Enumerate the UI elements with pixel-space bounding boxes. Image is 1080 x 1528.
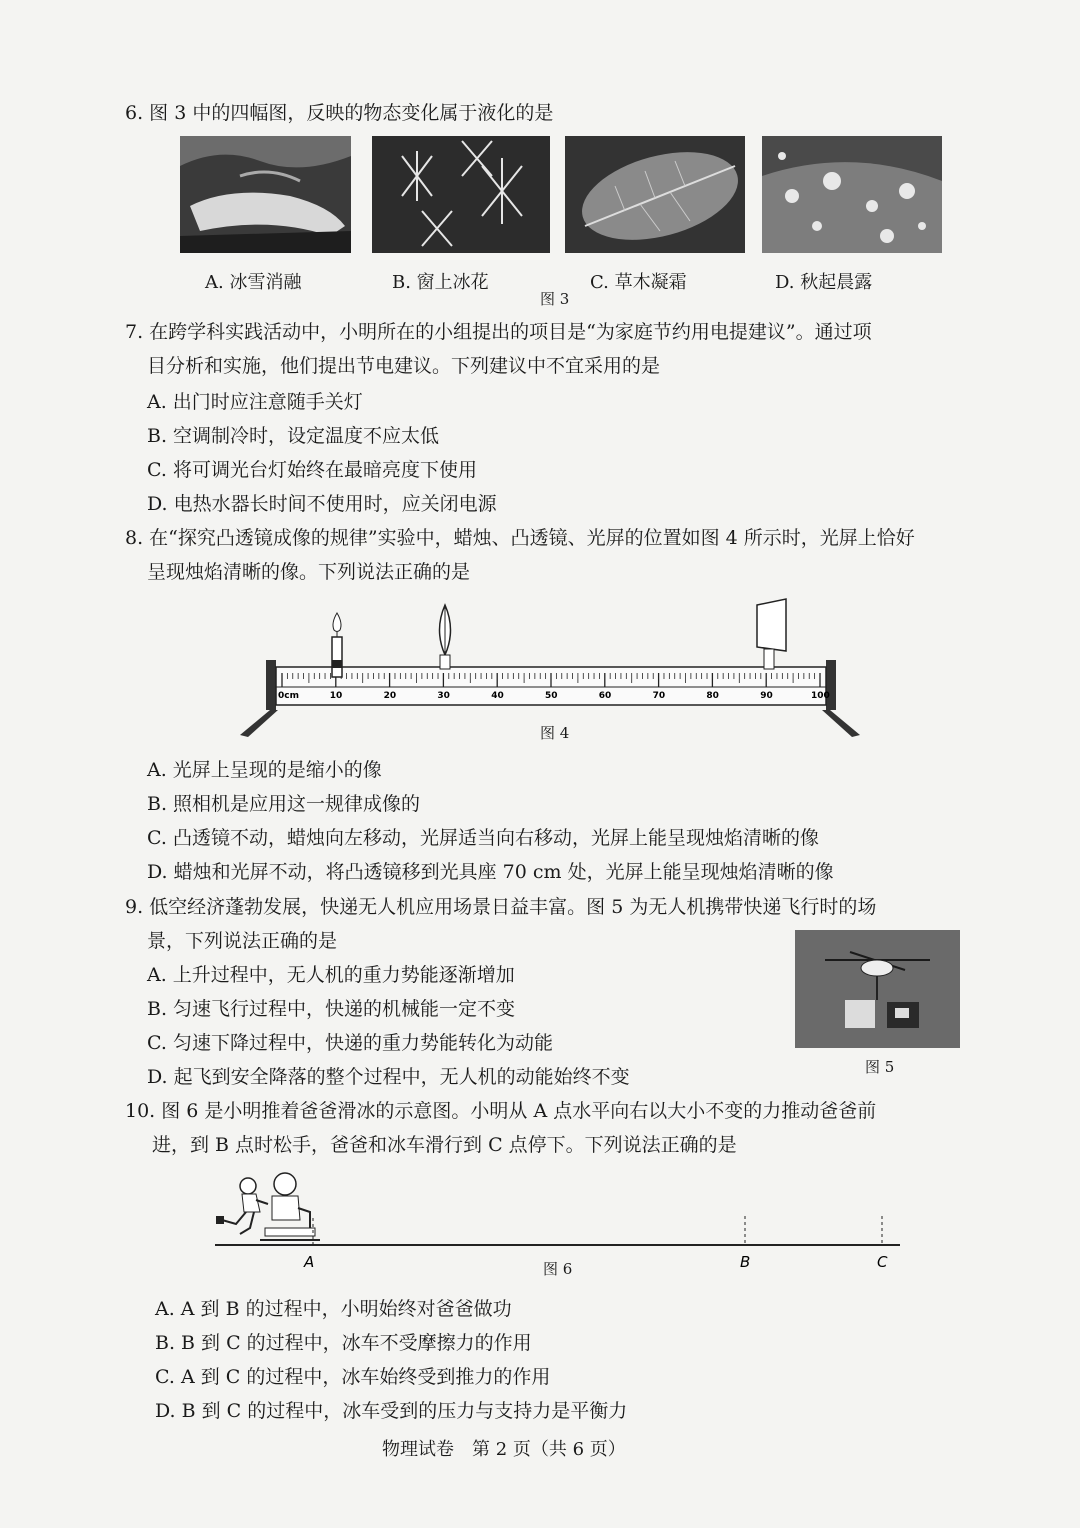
left-end-block — [266, 660, 276, 710]
light-screen — [757, 599, 786, 669]
ruler-tick-label: 90 — [760, 691, 773, 701]
q10-option-b: B. B 到 C 的过程中，冰车不受摩擦力的作用 — [155, 1332, 532, 1354]
q9-stem-line1: 9. 低空经济蓬勃发展，快递无人机应用场景日益丰富。图 5 为无人机携带快递飞行时的场 — [125, 896, 877, 918]
q7-option-c: C. 将可调光台灯始终在最暗亮度下使用 — [147, 459, 477, 481]
q8-option-b: B. 照相机是应用这一规律成像的 — [147, 793, 421, 815]
point-a-label: A — [304, 1253, 315, 1271]
q9-stem-line2: 景，下列说法正确的是 — [147, 930, 338, 952]
q10-option-c: C. A 到 C 的过程中，冰车始终受到推力的作用 — [155, 1366, 551, 1388]
q6-option-c: C. 草木凝霜 — [590, 272, 687, 293]
candle — [332, 613, 342, 677]
q6-option-a: A. 冰雪消融 — [205, 272, 302, 293]
q7-option-b: B. 空调制冷时，设定温度不应太低 — [147, 425, 440, 447]
ruler-tick-label: 40 — [491, 691, 504, 701]
q7-stem-line1: 7. 在跨学科实践活动中，小明所在的小组提出的项目是“为家庭节约用电提建议”。通过项 — [125, 321, 872, 343]
point-c-label: C — [877, 1253, 888, 1271]
q8-stem-line2: 呈现烛焰清晰的像。下列说法正确的是 — [147, 561, 471, 583]
q8-option-c: C. 凸透镜不动，蜡烛向左移动，光屏适当向右移动，光屏上能呈现烛焰清晰的像 — [147, 827, 819, 849]
page-footer: 物理试卷 第 2 页（共 6 页） — [382, 1439, 626, 1460]
q6-option-d: D. 秋起晨露 — [775, 272, 873, 293]
ruler-tick-label: 80 — [706, 691, 719, 701]
delivery-drone-photo — [795, 930, 960, 1048]
convex-lens — [440, 605, 451, 669]
ruler-tick-label: 70 — [652, 691, 666, 701]
father-on-ice-sled-figure — [260, 1173, 320, 1240]
q10-option-d: D. B 到 C 的过程中，冰车受到的压力与支持力是平衡力 — [155, 1400, 628, 1422]
figure-5-label: 图 5 — [865, 1058, 895, 1076]
right-stand — [822, 710, 860, 737]
q8-option-a: A. 光屏上呈现的是缩小的像 — [147, 759, 382, 781]
optical-bench-diagram — [230, 595, 870, 740]
q6-stem: 6. 图 3 中的四幅图，反映的物态变化属于液化的是 — [125, 102, 554, 124]
morning-dew-photo — [762, 136, 942, 253]
q7-option-d: D. 电热水器长时间不使用时，应关闭电源 — [147, 493, 497, 515]
figure-4-label: 图 4 — [540, 724, 570, 742]
figure-6-label: 图 6 — [543, 1260, 573, 1278]
q9-option-d: D. 起飞到安全降落的整个过程中，无人机的动能始终不变 — [147, 1066, 630, 1088]
q7-option-a: A. 出门时应注意随手关灯 — [147, 391, 363, 413]
ruler-tick-label: 30 — [437, 691, 450, 701]
q7-stem-line2: 目分析和实施，他们提出节电建议。下列建议中不宜采用的是 — [147, 355, 661, 377]
q9-option-b: B. 匀速飞行过程中，快递的机械能一定不变 — [147, 998, 516, 1020]
left-stand — [240, 710, 278, 737]
frost-leaf-photo — [565, 136, 745, 253]
q10-stem-line2: 进，到 B 点时松手，爸爸和冰车滑行到 C 点停下。下列说法正确的是 — [152, 1134, 737, 1156]
q10-option-a: A. A 到 B 的过程中，小明始终对爸爸做功 — [155, 1298, 512, 1320]
ruler-tick-label: 20 — [383, 691, 397, 701]
ruler-tick-label: 60 — [598, 691, 612, 701]
q9-option-c: C. 匀速下降过程中，快递的重力势能转化为动能 — [147, 1032, 553, 1054]
q8-stem-line1: 8. 在“探究凸透镜成像的规律”实验中，蜡烛、凸透镜、光屏的位置如图 4 所示时，光屏上恰好 — [125, 527, 915, 549]
q10-stem-line1: 10. 图 6 是小明推着爸爸滑冰的示意图。小明从 A 点水平向右以大小不变的力推动爸爸前 — [125, 1100, 877, 1122]
ice-melting-photo — [180, 136, 351, 253]
ruler-tick-label: 10 — [329, 691, 343, 701]
right-end-block — [826, 660, 836, 710]
ruler-tick-label: 100 — [811, 691, 830, 701]
ruler-tick-label: 50 — [545, 691, 558, 701]
figure-3-label: 图 3 — [540, 290, 570, 308]
window-frost-photo — [372, 136, 550, 253]
q8-option-d: D. 蜡烛和光屏不动，将凸透镜移到光具座 70 cm 处，光屏上能呈现烛焰清晰的像 — [147, 861, 834, 883]
point-b-label: B — [740, 1253, 751, 1271]
ruler-unit-label: 0cm — [278, 691, 299, 701]
q6-option-b: B. 窗上冰花 — [392, 272, 489, 293]
q9-option-a: A. 上升过程中，无人机的重力势能逐渐增加 — [147, 964, 515, 986]
xiaoming-pushing-figure — [216, 1178, 268, 1234]
